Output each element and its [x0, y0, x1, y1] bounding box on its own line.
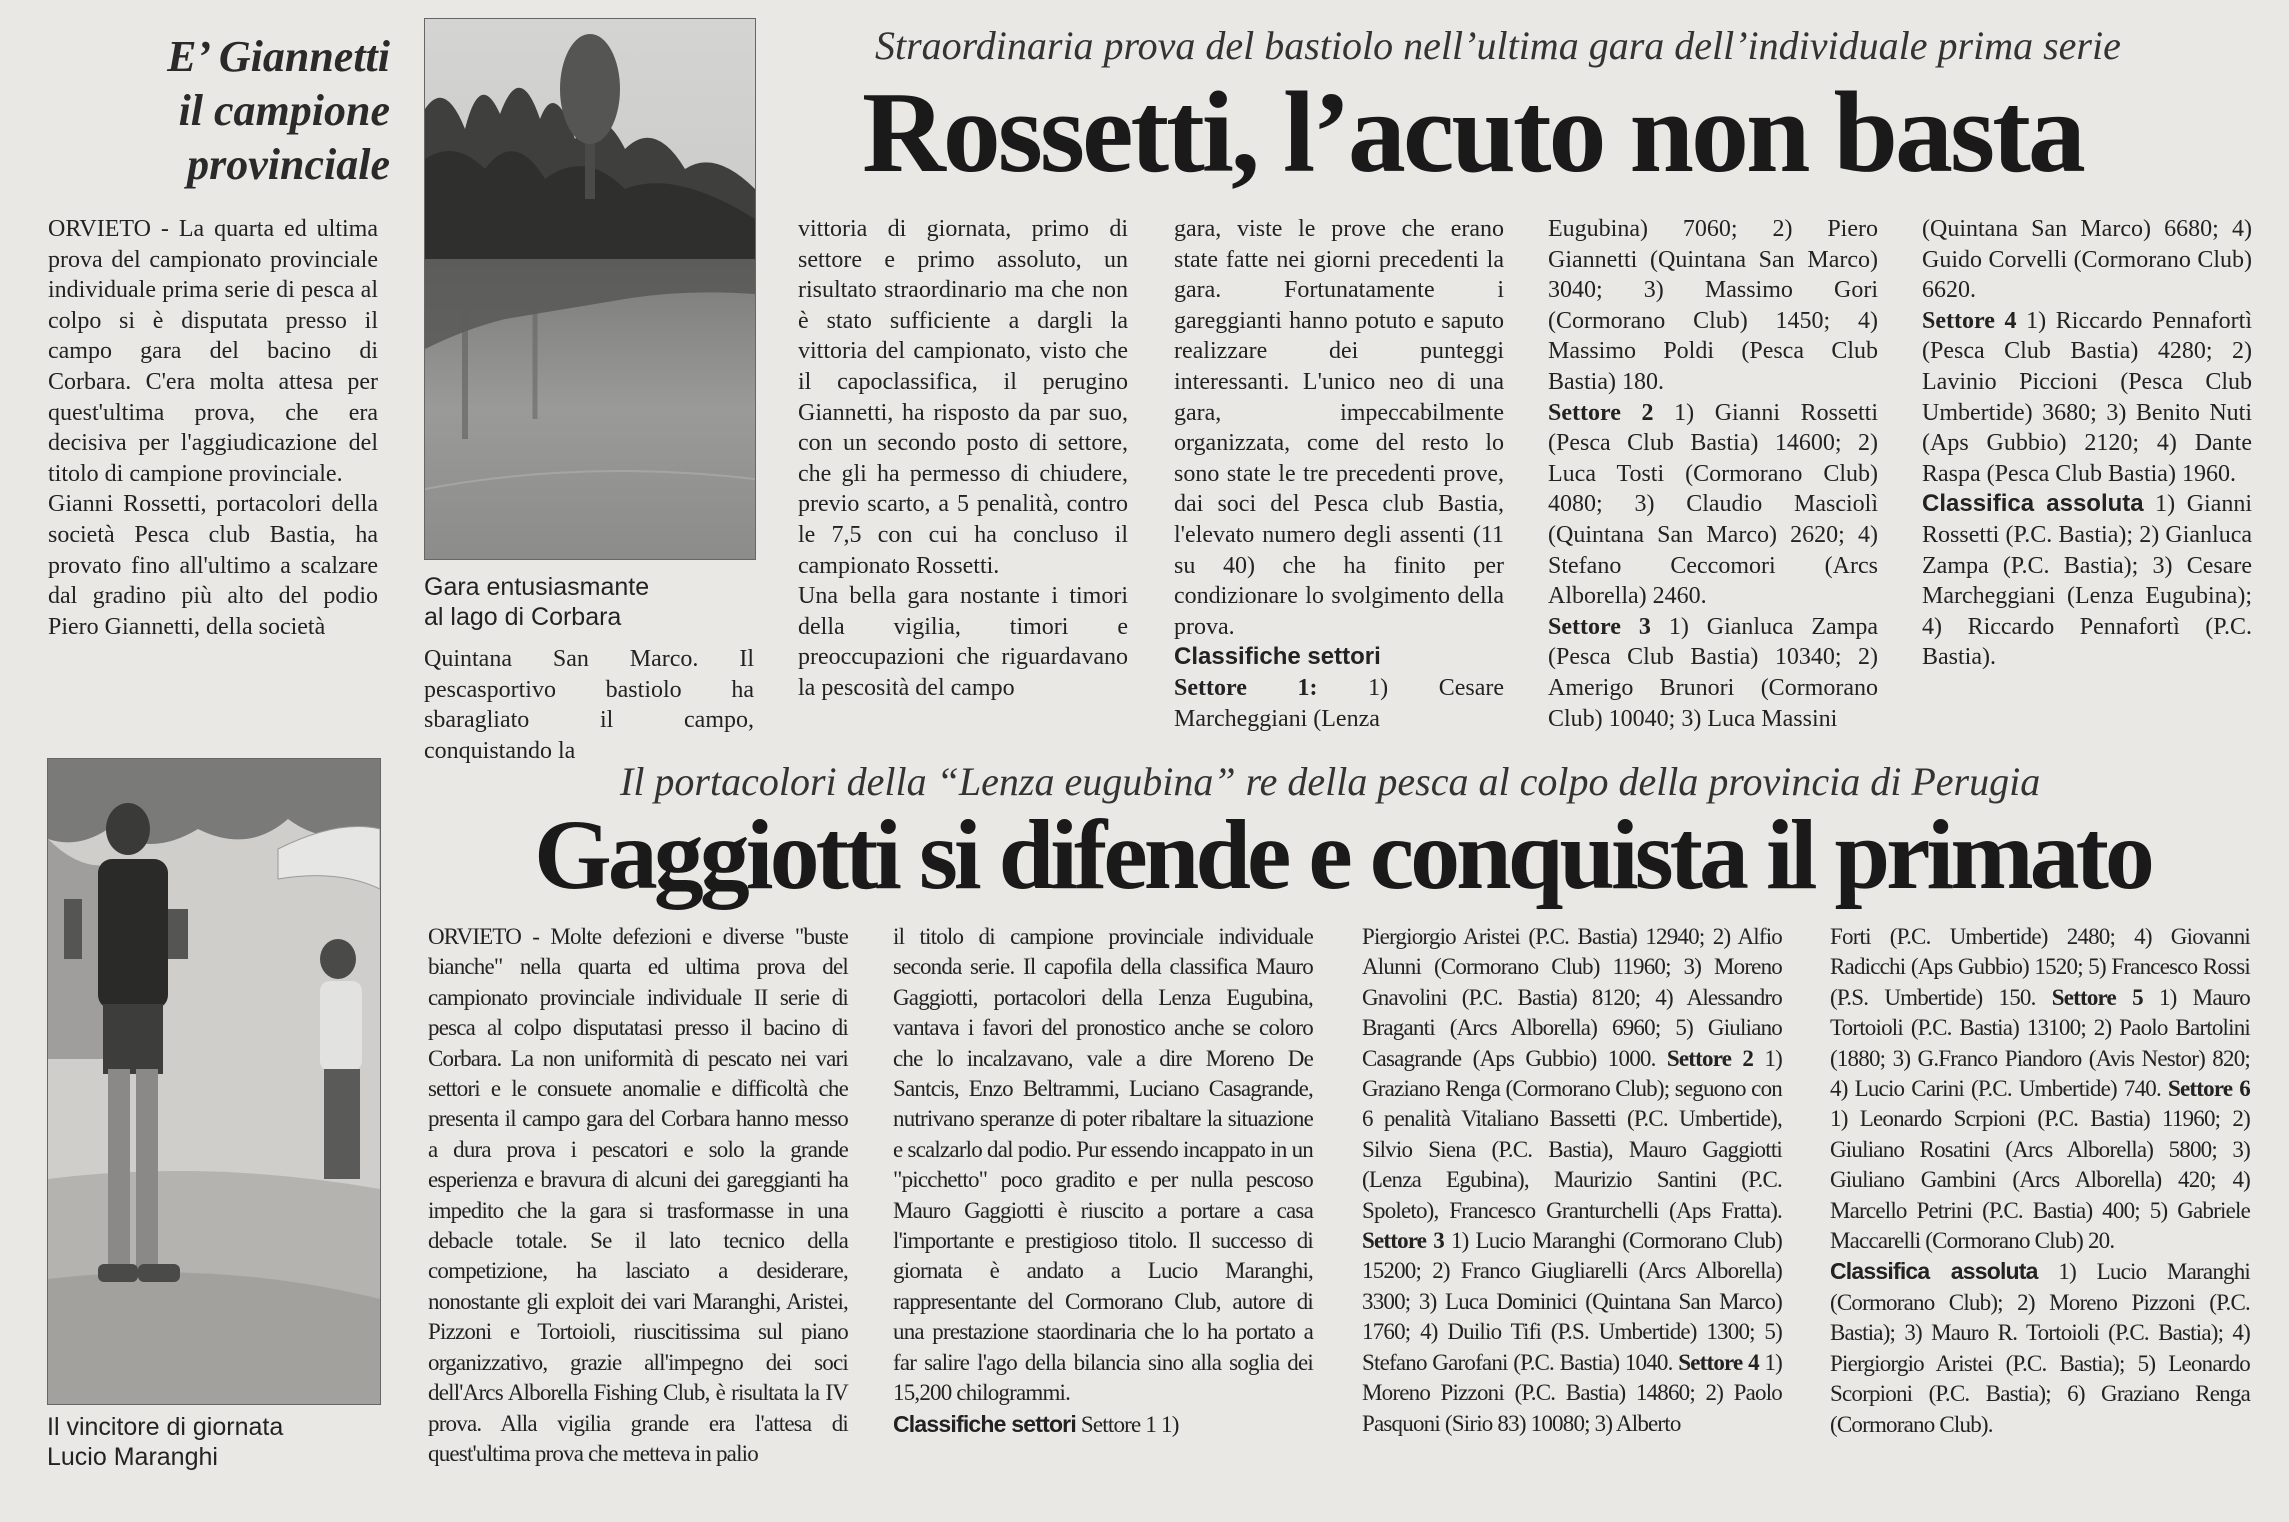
bottom-settore1-start: Settore 1 1) — [1080, 1411, 1179, 1437]
top-headline: Rossetti, l’acuto non basta — [862, 69, 2083, 197]
top-col3-para-2: Una bella gara nostante i timori della vigilia, timori e preoccupazioni che riguardavano la pescosità del campo — [798, 583, 1128, 701]
top-story-column-6 — [1922, 214, 2252, 673]
top-col5-settore3 — [1548, 612, 1878, 734]
side-headline-line-1: E’ Giannetti — [167, 32, 390, 81]
top-story-column-3 — [798, 214, 1128, 704]
settore4-text: 1) Riccardo Pennafortì (Pesca Club Bastia) 4280; 2) Lavinio Piccioni (Pesca Club Umbertide) 3680; 3) Benito Nuti (Aps Gubbio) 2120; 4) Dante Raspa (Pesca Club Bastia) 1960. — [1922, 307, 2253, 487]
bottom-col4-text — [1830, 922, 2250, 1256]
settore4-label: Settore 4 — [1922, 307, 2017, 334]
side-headline-line-3: provinciale — [187, 140, 390, 189]
bottom-story-column-4 — [1830, 922, 2250, 1440]
bottom-settore3-label: Settore 3 — [1362, 1228, 1444, 1254]
winner-photo-caption — [47, 1412, 387, 1472]
bottom-col3-text — [1362, 922, 1782, 1439]
classifica-assoluta-text: 1) Gianni Rossetti (P.C. Bastia); 2) Gianluca Zampa (P.C. Bastia); 3) Cesare Marcheggiani (Lenza Eugubina); 4) Riccardo Pennafortì (P.C. Bastia). — [1922, 491, 2253, 671]
bottom-headline: Gaggiotti si difende e conquista il primato — [534, 799, 2151, 910]
settore3-label: Settore 3 — [1548, 613, 1651, 640]
winner-photo — [47, 758, 381, 1405]
lake-photo — [424, 18, 756, 560]
lake-caption-line-1: Gara entusiasmante — [424, 573, 650, 601]
settore2-text: 1) Gianni Rossetti (Pesca Club Bastia) 14600; 2) Luca Tosti (Cormorano Club) 4080; 3) Claudio Masciolì (Quintana San Marco) 2620; 4) Stefano Ceccomori (Arcs Alborella) 2460. — [1548, 399, 1879, 610]
bottom-col1-text: ORVIETO - Molte defezioni e diverse "buste bianche" nella quarta ed ultima prova del campionato provinciale individuale II serie di pesca al colpo disputatasi presso il bacino di Corbara. La non uniformità di pescato nei vari settori e le consuete anomalie e difficoltà che presenta il campo gara del Corbara hanno messo a dura prova i pescatori e solo la grande esperienza e bravura di alcuni dei gareggianti ha impedito che la gara si trasformasse in una debacle totale. Se il lato tecnico della competizione, ha lasciato a desiderare, nonostante gli exploit dei vari Maranghi, Aristei, Pizzoni e Tortoioli, riuscitissima sul piano organizzativo, grazie all'impegno dei soci dell'Arcs Alborella Fishing Club, è risultata la IV prova. Alla vigilia grande era l'attesa di quest'ultima prova che metteva in palio — [428, 924, 848, 1466]
bottom-col4-classifica — [1830, 1256, 2250, 1439]
bottom-settore2-text: 1) Graziano Renga (Cormorano Club); seguono con 6 penalità Vitaliano Bassetti (P.C. Umbertide), Silvio Siena (P.C. Bastia), Mauro Gaggiotti (Lenza Egubina), Maurizio Santini (P.C. Spoleto), Francesco Granturchelli (Aps Fratta). — [1362, 1045, 1783, 1223]
top-col6-settore4 — [1922, 306, 2252, 490]
settore1-text: 1) Cesare Marcheggiani (Lenza — [1174, 674, 1504, 732]
top-story-column-2 — [424, 644, 754, 766]
winner-caption-line-1: Il vincitore di giornata — [47, 1413, 284, 1441]
bottom-settore4-label: Settore 4 — [1678, 1349, 1759, 1375]
bottom-settore2-label: Settore 2 — [1666, 1045, 1754, 1071]
top-col3-para-1: vittoria di giornata, primo di settore e primo assoluto, un risultato straordinario ma che non è stato sufficiente a dargli la vittoria del campionato, visto che il capoclassifica, il perugino Giannetti, ha risposto da par suo, con un secondo posto di settore, che gli ha permesso di chiudere, previo scarto, a 5 penalità, contro le 7,5 con cui ha concluso il campionato Rossetti. — [798, 216, 1128, 579]
top-col6-text: (Quintana San Marco) 6680; 4) Guido Corvelli (Cormorano Club) 6620. — [1922, 216, 2252, 304]
winner-caption-line-2: Lucio Maranghi — [47, 1443, 218, 1471]
bottom-classifica-label: Classifica assoluta — [1830, 1258, 2038, 1285]
bottom-col2-text: il titolo di campione provinciale individuale seconda serie. Il capofila della classifica Mauro Gaggiotti, portacolori della Lenza Eugubina, vantava i favori del pronostico anche se coloro che lo incalzavano, vale a dire Moreno De Santcis, Enzo Beltrammi, Luciano Casagrande, nutrivano speranze di poter ribaltare la situazione e scalzarlo dal podio. Pur essendo incappato in un "picchetto" poco gradito e per nulla pescoso Mauro Gaggiotti è riuscito a portare a casa l'importante e prestigioso titolo. Il successo di giornata è andato a Lucio Maranghi, rappresentante del Cormorano Club, autore di una prestazione staordinaria che lo ha portato a far salire l'ago della bilancia sino alla soglia dei 15,200 chilogrammi. — [893, 924, 1313, 1406]
side-headline — [40, 30, 390, 192]
bottom-settore4-continued: Forti (P.C. Umbertide) 2480; 4) Giovanni Radicchi (Aps Gubbio) 1520; 5) Francesco Rossi (P.S. Umbertide) 150. — [1830, 924, 2250, 1010]
bottom-settore1-text: Piergiorgio Aristei (P.C. Bastia) 12940; 2) Alfio Alunni (Cormorano Club) 11960; 3) Moreno Gnavolini (P.C. Bastia) 8120; 4) Alessandro Braganti (Arcs Alborella) 6960; 5) Giuliano Casagrande (Aps Gubbio) 1000. — [1362, 924, 1782, 1071]
bottom-classifica-text: 1) Lucio Maranghi (Cormorano Club); 2) Moreno Pizzoni (P.C. Bastia); 3) Mauro R. Tortoioli (P.C. Bastia); 4) Piergiorgio Aristei (P.C. Bastia); 5) Leonardo Scorpioni (P.C. Bastia); 6) Graziano Renga (Cormorano Club). — [1830, 1259, 2251, 1437]
bottom-subhead: Classifiche settori — [893, 1410, 1076, 1437]
top-col5-settore2 — [1548, 398, 1878, 612]
top-col4-subhead: Classifiche settori — [1174, 643, 1381, 671]
lake-caption-line-2: al lago di Corbara — [424, 603, 622, 631]
top-col1-para-1: ORVIETO - La quarta ed ultima prova del campionato provinciale individuale prima serie di pesca al colpo si è disputata presso il campo gara del bacino di Corbara. C'era molta attesa per quest'ultima prova, che era decisiva per l'aggiudicazione del titolo di campione provinciale. — [48, 216, 378, 487]
top-col2-text: Quintana San Marco. Il pescasportivo bastiolo ha sbaragliato il campo, conquistando la — [424, 646, 754, 764]
bottom-col2-tail — [893, 1409, 1313, 1440]
classifica-assoluta-label: Classifica assoluta — [1922, 490, 2144, 518]
bottom-story-column-1 — [428, 922, 848, 1469]
top-col4-settore1 — [1174, 673, 1504, 734]
bottom-story-column-3 — [1362, 922, 1782, 1439]
settore2-label: Settore 2 — [1548, 399, 1654, 426]
bottom-kicker: Il portacolori della “Lenza eugubina” re della pesca al colpo della provincia di Perugia — [620, 759, 2041, 804]
top-story-column-1 — [48, 214, 378, 642]
top-col4-text: gara, viste le prove che erano state fatte nei giorni precedenti la gara. Fortunatamente i gareggianti hanno potuto e saputo realizzare dei punteggi interessanti. L'unico neo di una gara, impeccabilmente organizzata, come del resto lo sono state le tre precedenti prove, dai soci del Pesca club Bastia, l'elevato numero degli assenti (11 su 40) che ha finito per condizionare lo svolgimento della prova. — [1174, 216, 1504, 640]
top-col1-para-2: Gianni Rossetti, portacolori della società Pesca club Bastia, ha provato fino all'ultimo a scalzare dal gradino più alto del podio Piero Giannetti, della società — [48, 491, 378, 640]
top-story-column-4 — [1174, 214, 1504, 734]
top-story-column-5 — [1548, 214, 1878, 734]
bottom-settore6-label: Settore 6 — [2168, 1076, 2251, 1102]
top-kicker: Straordinaria prova del bastiolo nell’ultima gara dell’individuale prima serie — [875, 23, 2121, 68]
bottom-settore5-label: Settore 5 — [2051, 984, 2143, 1010]
bottom-story-column-2 — [893, 922, 1313, 1440]
settore1-label: Settore 1: — [1174, 674, 1318, 701]
settore3-text: 1) Gianluca Zampa (Pesca Club Bastia) 10340; 2) Amerigo Brunori (Cormorano Club) 10040; 3) Luca Massini — [1548, 613, 1879, 732]
top-col6-classifica — [1922, 489, 2252, 673]
top-col5-text: Eugubina) 7060; 2) Piero Giannetti (Quintana San Marco) 3040; 3) Massimo Gori (Cormorano Club) 1450; 4) Massimo Poldi (Pesca Club Bastia) 180. — [1548, 216, 1878, 395]
bottom-settore6-text: 1) Leonardo Scrpioni (P.C. Bastia) 11960; 2) Giuliano Rosatini (Arcs Alborella) 5800; 3) Giuliano Gambini (Arcs Alborella) 420; 4) Marcello Petrini (P.C. Bastia) 400; 5) Gabriele Maccarelli (Cormorano Club) 20. — [1830, 1106, 2250, 1254]
bottom-settore5-text: 1) Mauro Tortoioli (P.C. Bastia) 13100; 2) Paolo Bartolini (1880; 3) G.Franco Piandoro (Avis Nestor) 820; 4) Lucio Carini (P.C. Umbertide) 740. — [1830, 984, 2250, 1102]
side-headline-line-2: il campione — [178, 86, 390, 135]
lake-photo-caption — [424, 572, 754, 632]
bottom-settore3-text: 1) Lucio Maranghi (Cormorano Club) 15200; 2) Franco Giugliarelli (Arcs Alborella) 3300; 3) Luca Dominici (Quintana San Marco) 1760; 4) Duilio Tifi (P.S. Umbertide) 1300; 5) Stefano Garofani (P.C. Bastia) 1040. — [1362, 1228, 1783, 1375]
bottom-settore4-text: 1) Moreno Pizzoni (P.C. Bastia) 14860; 2) Paolo Pasquoni (Sirio 83) 10080; 3) Alberto — [1362, 1349, 1782, 1436]
